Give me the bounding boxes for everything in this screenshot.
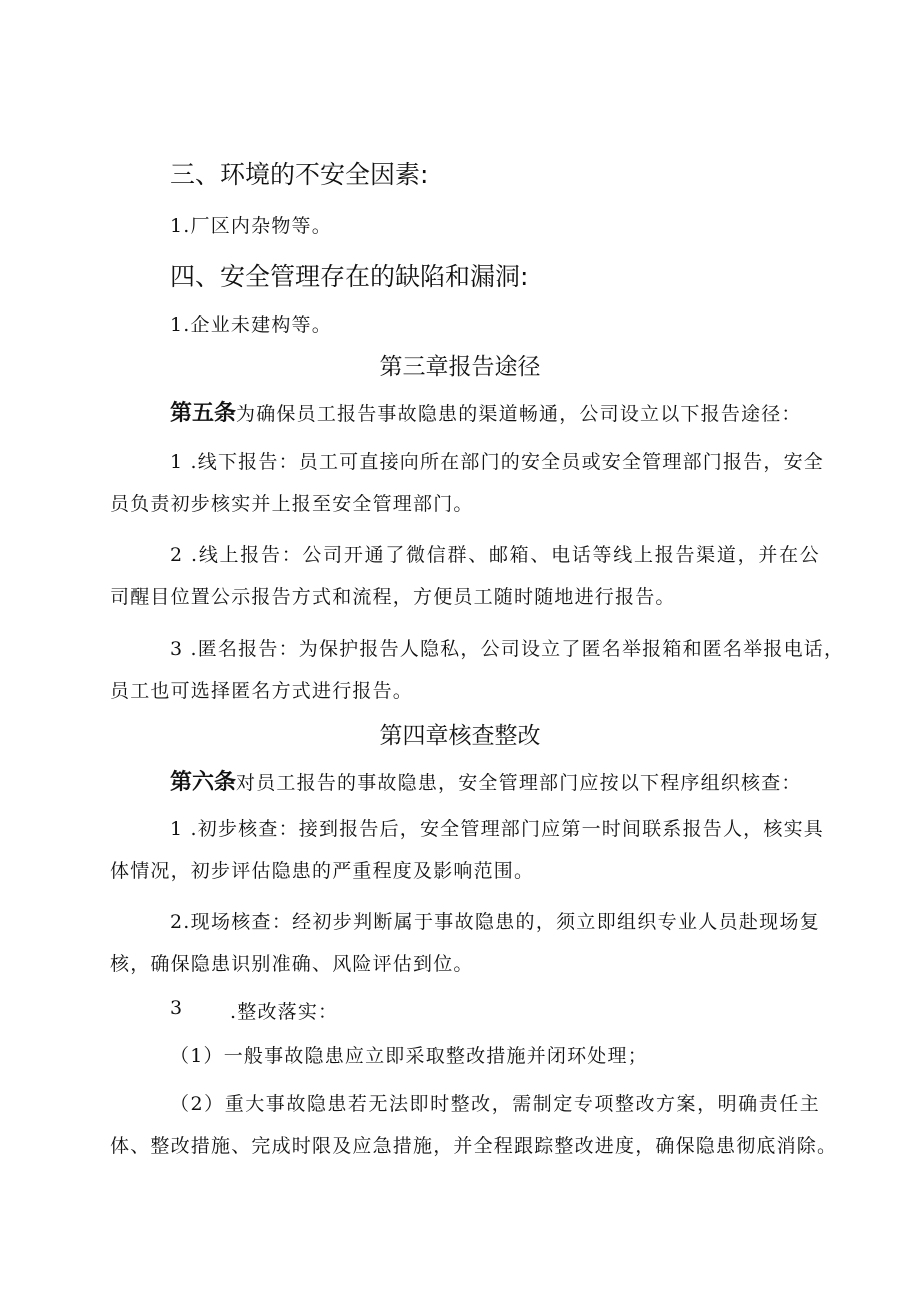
paragraph-line: 2 .线上报告：公司开通了微信群、邮箱、电话等线上报告渠道，并在公 — [170, 544, 820, 566]
paragraph-line: 体情况，初步评估隐患的严重程度及影响范围。 — [110, 860, 535, 882]
paragraph-line: （2）重大事故隐患若无法即时整改，需制定专项整改方案，明确责任主 — [170, 1093, 820, 1115]
article-label: 第六条 — [170, 770, 237, 795]
list-item: 1.厂区内杂物等。 — [170, 215, 332, 237]
chapter-title: 第三章报告途径 — [379, 354, 541, 380]
paragraph-line: 1 .初步核查：接到报告后，安全管理部门应第一时间联系报告人，核实具 — [170, 818, 824, 840]
paragraph-line: 核，确保隐患识别准确、风险评估到位。 — [110, 953, 474, 975]
section-heading-management: 四、安全管理存在的缺陷和漏洞: — [170, 262, 529, 291]
article-text: 对员工报告的事故隐患，安全管理部门应按以下程序组织核查： — [236, 772, 802, 794]
list-item-number: 3 — [170, 997, 184, 1019]
chapter-title: 第四章核查整改 — [379, 723, 541, 749]
list-item: 1.企业未建构等。 — [170, 314, 332, 336]
paragraph-line: 体、整改措施、完成时限及应急措施，并全程跟踪整改进度，确保隐患彻底消除。 — [110, 1135, 838, 1157]
article-paragraph — [170, 396, 802, 427]
section-heading-environment: 三、环境的不安全因素: — [170, 160, 429, 189]
sub-item: （1）一般事故隐患应立即采取整改措施并闭环处理； — [170, 1045, 648, 1067]
article-text: 为确保员工报告事故隐患的渠道畅通，公司设立以下报告途径： — [236, 403, 802, 425]
paragraph-line: 员工也可选择匿名方式进行报告。 — [110, 680, 414, 702]
article-paragraph — [170, 765, 802, 796]
list-item-label: .整改落实： — [230, 1001, 339, 1023]
paragraph-line: 司醒目位置公示报告方式和流程，方便员工随时随地进行报告。 — [110, 586, 676, 608]
paragraph-line: 1 .线下报告：员工可直接向所在部门的安全员或安全管理部门报告，安全 — [170, 451, 824, 473]
paragraph-line: 员负责初步核实并上报至安全管理部门。 — [110, 493, 474, 515]
paragraph-line: 3 .匿名报告：为保护报告人隐私，公司设立了匿名举报箱和匿名举报电话， — [170, 638, 845, 660]
paragraph-line: 2.现场核查：经初步判断属于事故隐患的，须立即组织专业人员赴现场复 — [170, 911, 820, 933]
article-label: 第五条 — [170, 401, 237, 426]
